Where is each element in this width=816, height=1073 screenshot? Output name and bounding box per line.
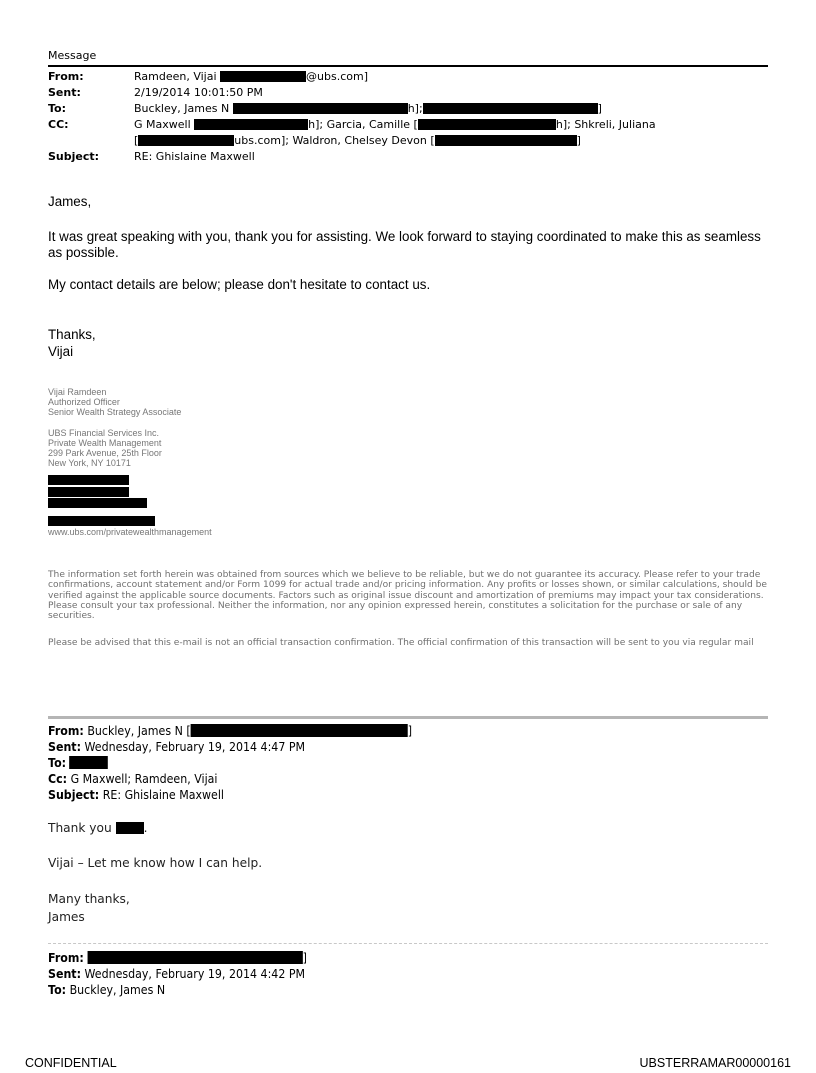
reply1-sent-value: Wednesday, February 19, 2014 4:47 PM <box>84 740 306 754</box>
from-name: Ramdeen, Vijai <box>134 70 217 83</box>
from-value <box>134 70 368 83</box>
body-paragraph-1: It was great speaking with you, thank you for assisting. We look forward to staying coordinated to make this as seamless as possible. <box>48 229 761 260</box>
redaction-box <box>87 951 302 964</box>
signature-name: Vijai Ramdeen <box>48 387 107 397</box>
reply2-to-line <box>48 983 165 997</box>
cc-open: [ <box>134 134 139 147</box>
reply1-cc-line <box>48 772 217 786</box>
redaction-box <box>48 516 155 526</box>
signature-address-block <box>48 428 162 468</box>
reply1-from-name: Buckley, James N [ <box>87 724 191 738</box>
reply-divider <box>48 716 768 719</box>
reply1-sent-label: Sent: <box>48 740 81 754</box>
reply1-sent-line <box>48 740 305 754</box>
reply1-from-line <box>48 724 412 738</box>
to-close: ] <box>597 102 602 115</box>
closing-name: Vijai <box>48 344 74 359</box>
reply1-thank-you: Thank you <box>48 821 112 835</box>
reply1-from-close: ] <box>407 724 413 738</box>
cc-mid-3: ubs.com]; Waldron, Chelsey Devon [ <box>234 134 435 147</box>
signature-title-2: Senior Wealth Strategy Associate <box>48 407 182 417</box>
redaction-box <box>220 71 306 82</box>
message-section-label: Message <box>48 49 97 62</box>
signature-company: UBS Financial Services Inc. <box>48 428 160 438</box>
reply1-cc-value: G Maxwell; Ramdeen, Vijai <box>70 772 218 786</box>
reply1-subject-line <box>48 788 224 802</box>
reply2-to-label: To: <box>48 983 67 997</box>
reply1-subject-value: RE: Ghislaine Maxwell <box>102 788 224 802</box>
sent-label: Sent: <box>48 86 81 99</box>
closing: Thanks, <box>48 327 96 342</box>
to-value <box>134 102 602 115</box>
redaction-box <box>48 487 129 497</box>
cc-label: CC: <box>48 118 69 131</box>
reply1-subject-label: Subject: <box>48 788 100 802</box>
redaction-box <box>70 756 109 769</box>
redaction-box <box>48 475 129 485</box>
reply2-from-close: ] <box>302 951 307 965</box>
header-divider <box>48 65 768 67</box>
from-suffix: @ubs.com] <box>306 70 369 83</box>
reply1-cc-label: Cc: <box>48 772 68 786</box>
redaction-box <box>194 119 308 130</box>
reply1-to-line <box>48 756 108 770</box>
body-paragraph-2: My contact details are below; please don't hesitate to contact us. <box>48 277 431 292</box>
signature-division: Private Wealth Management <box>48 438 162 448</box>
reply1-body-line-1 <box>48 821 147 835</box>
to-label: To: <box>48 102 66 115</box>
reply2-sent-label: Sent: <box>48 967 81 981</box>
reply1-closing: Many thanks, <box>48 892 130 906</box>
redaction-box <box>233 103 408 114</box>
reply2-to-value: Buckley, James N <box>69 983 166 997</box>
greeting: James, <box>48 194 92 209</box>
redaction-box <box>138 135 234 146</box>
reply1-from-label: From: <box>48 724 84 738</box>
cc-close: ] <box>576 134 581 147</box>
disclaimer-paragraph-2: Please be advised that this e-mail is not an official transaction confirmation. The official confirmation of this transaction will be sent to you via regular mail <box>48 638 754 648</box>
redaction-box <box>48 498 147 508</box>
reply1-to-label: To: <box>48 756 67 770</box>
cc-value-line1 <box>134 118 656 131</box>
redaction-box <box>191 724 408 737</box>
reply1-closing-name: James <box>48 910 85 924</box>
cc-value-line2 <box>134 134 581 147</box>
to-name: Buckley, James N <box>134 102 230 115</box>
reply2-from-line <box>48 951 307 965</box>
redaction-box <box>423 103 598 114</box>
reply2-sent-line <box>48 967 305 981</box>
cc-name-1: G Maxwell <box>134 118 191 131</box>
reply1-period: . <box>143 821 148 835</box>
signature-address-2: New York, NY 10171 <box>48 458 131 468</box>
from-label: From: <box>48 70 84 83</box>
signature-title-1: Authorized Officer <box>48 397 120 407</box>
cc-mid-2: h]; Shkreli, Juliana <box>555 118 656 131</box>
confidential-label: CONFIDENTIAL <box>25 1056 117 1070</box>
bates-number: UBSTERRAMAR00000161 <box>639 1056 791 1070</box>
signature-address-1: 299 Park Avenue, 25th Floor <box>48 448 162 458</box>
signature-website: www.ubs.com/privatewealthmanagement <box>48 527 212 537</box>
subject-label: Subject: <box>48 150 100 163</box>
signature-block <box>48 387 181 417</box>
reply2-sent-value: Wednesday, February 19, 2014 4:42 PM <box>84 967 306 981</box>
to-mid: h]; <box>407 102 423 115</box>
reply-divider <box>48 943 768 944</box>
disclaimer-paragraph-1: The information set forth herein was obtained from sources which we believe to be reliable, but we do not guarantee its accuracy. Please refer to your trade confirmations, account statement and/or Form 1099 for actual trade and/or pricing information. Any profits or losses shown, or similar calculations, should be verified against the applicable source documents. Factors such as original issue discount and amortization of premiums may impact your tax considerations. Please consult your tax professional. Neither the information, nor any opinion expressed herein, constitutes a solicitation for the purchase or sale of any securities. <box>48 570 768 622</box>
sent-value: 2/19/2014 10:01:50 PM <box>134 86 263 99</box>
redaction-box <box>116 822 144 834</box>
redaction-box <box>418 119 556 130</box>
cc-mid-1: h]; Garcia, Camille [ <box>308 118 418 131</box>
reply1-body-line-2: Vijai – Let me know how I can help. <box>48 856 263 870</box>
subject-value: RE: Ghislaine Maxwell <box>134 150 255 163</box>
redaction-box <box>435 135 577 146</box>
reply2-from-label: From: <box>48 951 84 965</box>
